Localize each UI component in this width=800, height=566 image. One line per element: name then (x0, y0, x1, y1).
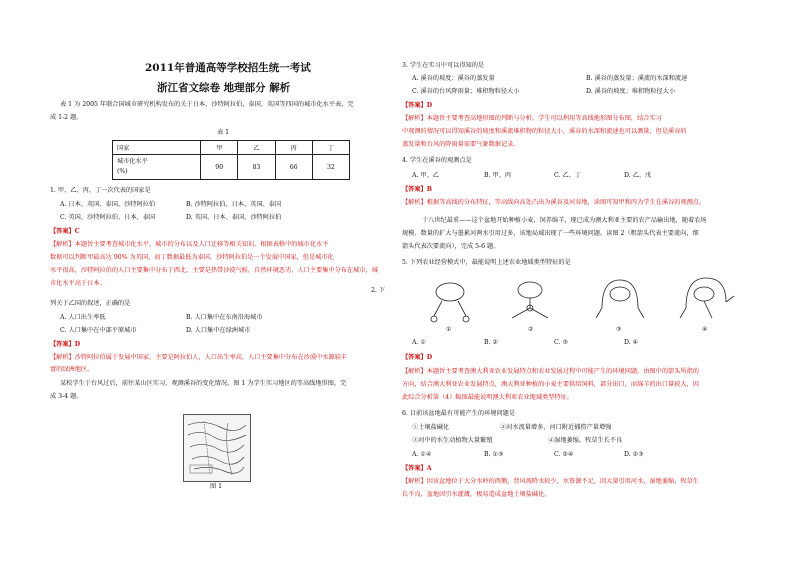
q6-option-c: C. ②④ (554, 451, 574, 458)
question-3: 3. 学生在实习中可以得知的是 (402, 62, 485, 69)
q3-option-c: C. 溪谷的台风降雨量；堆积物粒径大小 (412, 88, 520, 95)
figure-1-caption: 图 1 (210, 483, 223, 490)
question-5: 5. 下列农业经营模式中，最能说明上述农业地域类型特征的是 (402, 259, 571, 266)
q4-option-c: C. 乙、丁 (554, 172, 582, 179)
context-paragraph: 箭头代表次要流向），完成 5-6 题。 (402, 243, 500, 250)
context-paragraph: 某校学生于台风过后，前往某山区实习，观测溪谷的变化情况。图 1 为学生实习地区的等高线地形图。完 (60, 380, 347, 387)
q6-option-b: B. ①③ (484, 451, 504, 458)
intro-text-2: 成 1-2 题。 (50, 114, 83, 121)
q4-option-b: B. 甲、丙 (484, 172, 512, 179)
table-header-bing: 丙 (275, 141, 312, 155)
row-label-line1: 城市化水平 (117, 158, 148, 165)
q2-analysis-line: 【解析】沙特阿拉伯属于发展中国家，主要是阿拉伯人，人口出生率高，人口主要集中分布在沙漠中水源较丰 (50, 354, 347, 361)
q6-analysis-line: 长不良，盆地因引水灌溉，极易造成盆地土壤盐碱化。 (402, 491, 551, 498)
question-1: 1. 甲、乙、丙、丁一次代表的国家是 (50, 187, 151, 194)
q1-option-d: D. 英国、日本、泰国、沙特阿拉伯 (186, 214, 282, 221)
q2-option-c: C. 人口集中在中部平原城市 (60, 327, 137, 334)
q3-answer: 【答案】D (402, 102, 433, 109)
q6-answer: 【答案】A (402, 465, 432, 472)
question-4: 4. 学生在溪谷的观测点是 (402, 157, 472, 164)
q5-option-a: A. ① (412, 339, 426, 346)
q4-analysis: 【解析】根据等高线的分布特征，等高线向高处凸出为溪谷及河谷地，读图可知甲和丙为学生在溪谷的观测点。 (402, 199, 706, 206)
table-cell: 83 (238, 155, 275, 180)
q3-analysis-line: 【解析】本题旨主要考查高地形图的判断与分析。学生可以利用等高线地形图分布图，结合实习 (402, 115, 662, 122)
q4-option-d: D. 乙、戊 (624, 172, 652, 179)
q5-analysis-line: 此综合分析第（4）幅图最能说明澳大利亚农业地域类型特征。 (402, 394, 573, 401)
diagram-2 (512, 282, 548, 318)
question-2-number: 2. 下 (371, 287, 386, 294)
q3-analysis-line: 蒸发量和台风的降雨量需要气象数据记录。 (402, 141, 520, 148)
q5-option-d: D. ④ (624, 339, 639, 346)
diagram-label: ③ (616, 326, 622, 333)
q3-option-a: A. 溪谷的坡度；溪谷的蒸发量 (412, 75, 495, 82)
contour-lines (184, 415, 250, 481)
diagram-label: ② (528, 326, 534, 333)
row-label-line2: (%) (117, 168, 128, 175)
q6-analysis-line: 【解析】因该盆地位于大分水岭的西侧，背风坡降水较少，水资源不足，因大量引用河水，湿地萎缩，牧草生 (402, 478, 699, 485)
contour-map-figure (183, 414, 251, 482)
table-header-ding: 丁 (312, 141, 349, 155)
q6-option-d: D. ②③ (624, 451, 644, 458)
q2-option-a: A. 人口出生率低 (60, 314, 106, 321)
q5-answer: 【答案】D (402, 354, 433, 361)
q1-option-c: C. 英国、沙特阿拉伯、日本、泰国 (60, 214, 156, 221)
q2-analysis-line: 富的绿洲地区。 (50, 366, 94, 373)
q3-option-d: D. 溪谷的坡度；堆积物粒径大小 (586, 88, 676, 95)
question-2: 列关于乙国的叙述，正确的是 (50, 300, 131, 307)
q1-analysis-line: 水平很高，沙特阿拉伯的人口主要集中分布于西北，主要是热带沙漠气候，自然环境恶劣，人口主要集中分布在城市，城 (50, 267, 378, 274)
q6-item-1: ①土壤盐碱化 (412, 424, 450, 431)
urbanization-table (112, 140, 350, 180)
q6-item-2: ②河水流量增多，河口附近捕捞产量增强 (500, 424, 612, 431)
q2-option-d: D. 人口集中在绿洲城市 (186, 327, 251, 334)
q1-option-b: B. 沙特阿拉伯、日本、英国、泰国 (186, 201, 282, 208)
table-row-label (113, 155, 201, 180)
diagram-label: ④ (702, 326, 708, 333)
table-header-yi: 乙 (238, 141, 275, 155)
exam-subtitle: 浙江省文综卷 地理部分 解析 (157, 82, 291, 94)
q2-option-b: B. 人口集中在东南沿海城市 (186, 314, 263, 321)
q5-option-b: B. ② (484, 339, 499, 346)
q5-option-c: C. ③ (554, 339, 568, 346)
q5-analysis-line: 方向，结合澳大利亚农业发展特点，澳大利亚种植的小麦主要供给饲料，部分出口，而绵羊的出口量较大，因 (402, 381, 699, 388)
q1-option-a: A. 日本、英国、泰国、沙特阿拉伯 (60, 201, 156, 208)
diagram-3 (596, 280, 644, 318)
diagram-1 (431, 283, 469, 322)
context-paragraph: 成 3-4 题。 (50, 393, 83, 400)
table-header-jia: 甲 (201, 141, 238, 155)
q2-answer: 【答案】D (50, 341, 81, 348)
q3-analysis-line: 中观测的情况可以得知溪谷的坡度和溪流堆积物的粒径大小，溪谷的水深和流速也可以测量，但是溪谷的 (402, 128, 687, 135)
q6-option-a: A. ①④ (412, 451, 432, 458)
q3-option-b: B. 溪谷的蒸发量；溪流的水深和流速 (586, 75, 688, 82)
intro-text: 表 1 为 2005 年联合国城市研究机构发布的关于日本、沙特阿拉伯、泰国、英国等四国的城市化水平表，完 (60, 101, 354, 108)
q1-analysis-line: 市化水平高于日本。 (50, 280, 106, 287)
table-cell: 32 (312, 155, 349, 180)
table-cell: 66 (275, 155, 312, 180)
table-cell: 90 (201, 155, 238, 180)
table-caption: 表 1 (217, 129, 230, 136)
table-header-country: 国家 (113, 141, 201, 155)
diagram-label: ① (446, 326, 452, 333)
right-column (400, 0, 800, 566)
q6-item-4: ④湿地萎缩，牧草生长不良 (548, 437, 623, 444)
exam-title: 2011年普通高等学校招生统一考试 (145, 62, 311, 74)
q1-answer: 【答案】C (50, 228, 80, 235)
q6-item-3: ③河中的水生动植物大量繁殖 (412, 437, 493, 444)
q1-analysis-line: 数据可以判断甲最高达 90% 为英国，而丁数据最低为泰国，沙特阿拉伯是一个发展中国家，但是城市化 (50, 254, 334, 261)
q4-option-a: A. 甲、乙 (412, 172, 439, 179)
q5-analysis-line: 【解析】本题旨主要考查澳大利亚农业发展特点和农业发展过程中可能产生的环境问题。由图中的箭头所指的 (402, 368, 699, 375)
question-6: 6. 目前该盆地最有可能产生的环境问题是 (402, 410, 516, 417)
q1-analysis-line: 【解析】本题旨主要考查城市化水平，城市的分布以及人口迁移等相关知识。根据表格中的城市化水平 (50, 241, 329, 248)
context-paragraph: 规模、数量的扩大与墨累河两水引用过多，该地局域出现了一些环境问题。读图 2（粗箭头代表主要流向，细 (402, 230, 699, 237)
context-paragraph: 十八世纪最重——这个盆地开始种植小麦，饲养绵羊，现已成为澳大利亚主要的农产品输出地，随着农场 (422, 217, 707, 224)
farm-model-diagrams (420, 272, 740, 328)
diagram-4 (680, 278, 734, 318)
q4-answer: 【答案】B (402, 186, 432, 193)
